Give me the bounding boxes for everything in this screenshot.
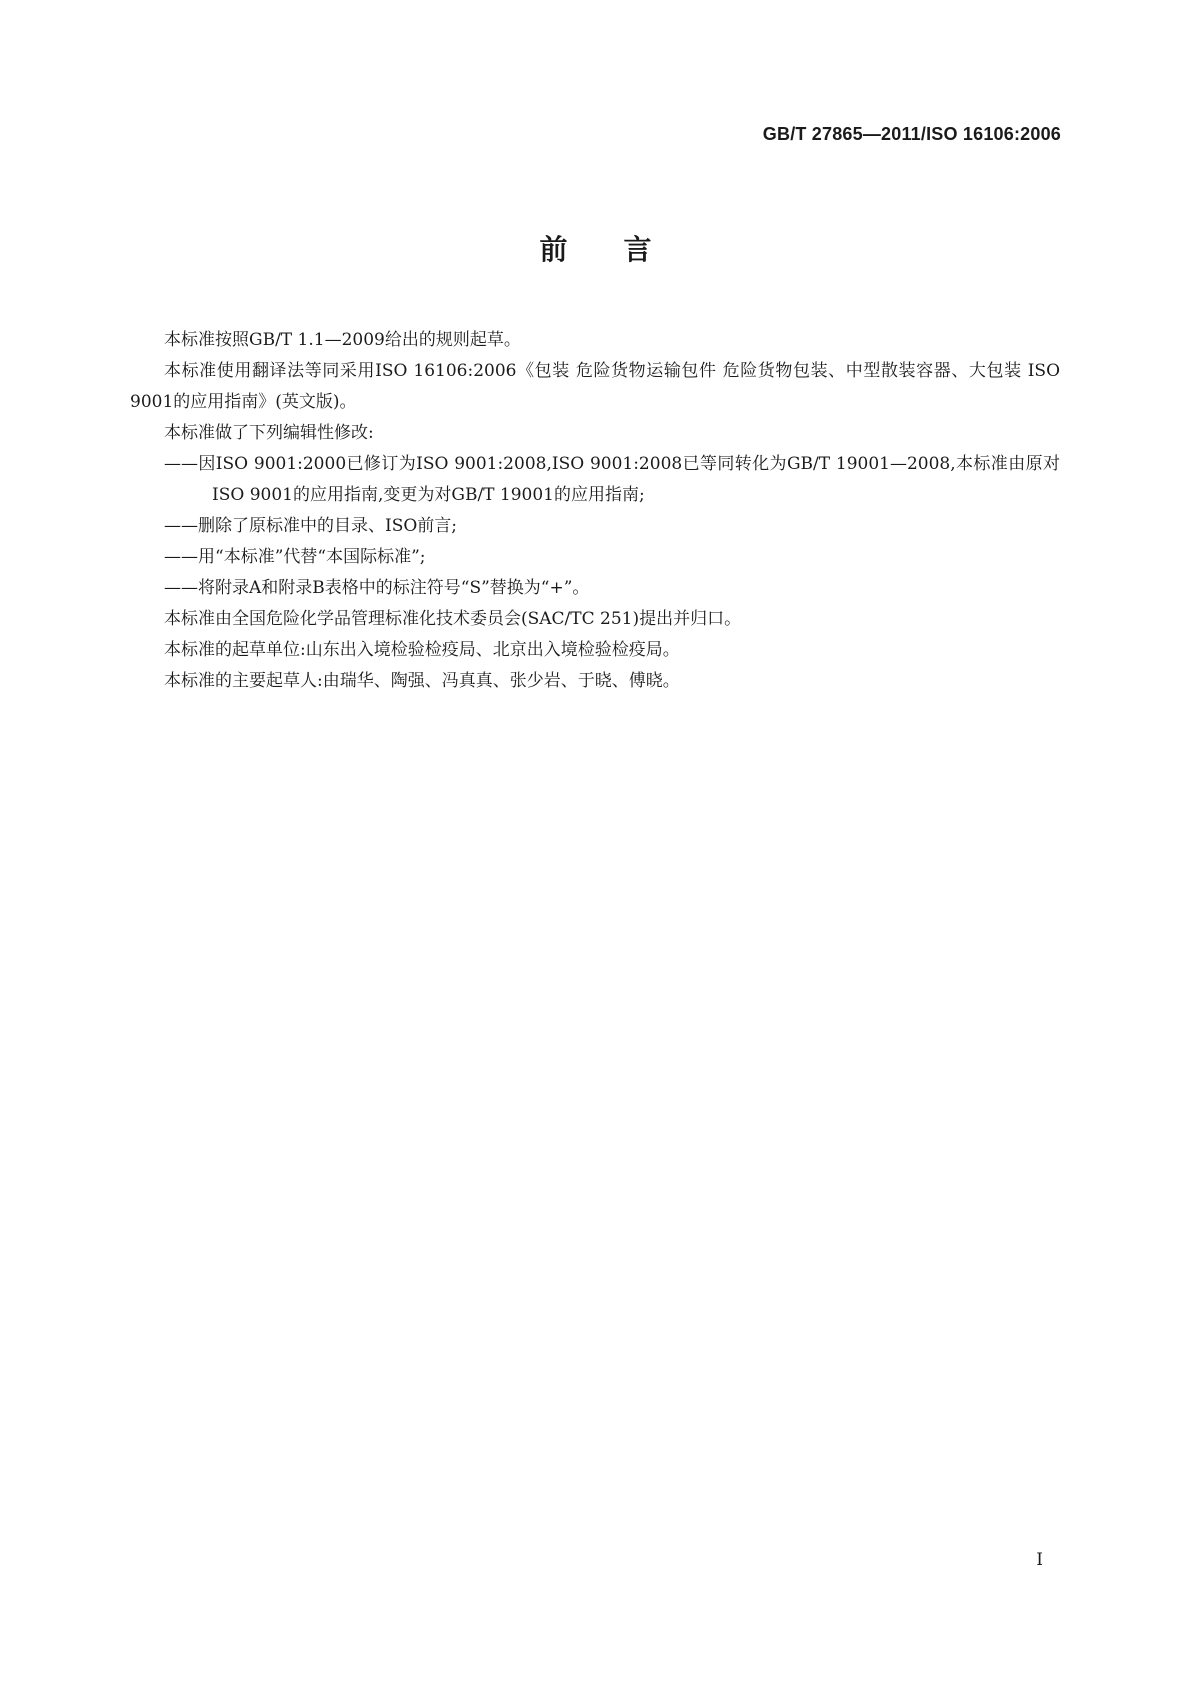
list-item: ——用“本标准”代替“本国际标准”; xyxy=(164,547,426,567)
list-item: ——删除了原标准中的目录、ISO前言; xyxy=(164,516,458,536)
paragraph-drafting-rules: 本标准按照GB/T 1.1—2009给出的规则起草。 xyxy=(164,330,521,350)
standard-number-header: GB/T 27865—2011/ISO 16106:2006 xyxy=(762,124,1061,144)
page-title: 前言 xyxy=(539,233,708,266)
paragraph-edits-intro: 本标准做了下列编辑性修改: xyxy=(164,423,374,443)
list-item: ——将附录A和附录B表格中的标注符号“S”替换为“+”。 xyxy=(164,578,590,598)
page-number: I xyxy=(1036,1550,1043,1570)
paragraph-adoption: 本标准使用翻译法等同采用ISO 16106:2006《包装 危险货物运输包件 危险货物包装、中型散装容器、大包装 ISO 9001的应用指南》(英文版)。 xyxy=(130,361,1060,412)
paragraph-proposer: 本标准由全国危险化学品管理标准化技术委员会(SAC/TC 251)提出并归口。 xyxy=(164,609,742,629)
paragraph-drafting-units: 本标准的起草单位:山东出入境检验检疫局、北京出入境检验检疫局。 xyxy=(164,640,680,660)
list-item: ——因ISO 9001:2000已修订为ISO 9001:2008,ISO 9001:2008已等同转化为GB/T 19001—2008,本标准由原对ISO 9001的应用指南,变更为对GB/T 19001的应用指南; xyxy=(164,454,1060,505)
document-body xyxy=(130,325,1060,697)
paragraph-drafters: 本标准的主要起草人:由瑞华、陶强、冯真真、张少岩、于晓、傅晓。 xyxy=(164,671,680,691)
